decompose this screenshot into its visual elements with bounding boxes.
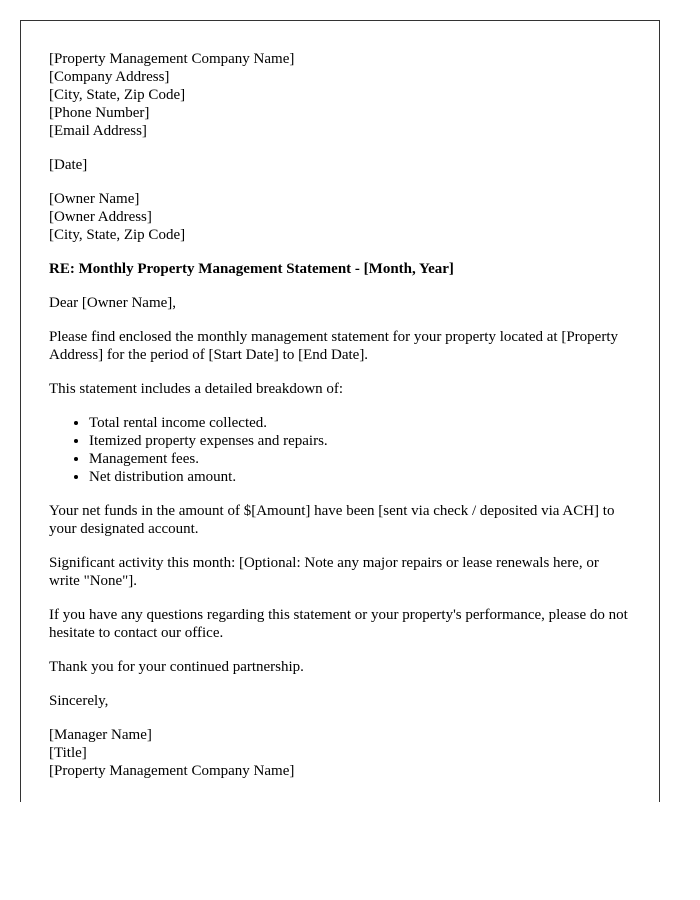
sender-block bbox=[49, 50, 631, 140]
recipient-address: [Owner Address] bbox=[49, 209, 152, 225]
sender-email: [Email Address] bbox=[49, 123, 147, 139]
recipient-block bbox=[49, 190, 631, 244]
letter-page bbox=[20, 20, 660, 802]
sender-city: [City, State, Zip Code] bbox=[49, 87, 186, 103]
list-item: • Itemized property expenses and repairs. bbox=[89, 432, 631, 450]
list-item: • Total rental income collected. bbox=[89, 414, 631, 432]
body-paragraph-6: Thank you for your continued partnership. bbox=[49, 659, 304, 675]
list-item: • Management fees. bbox=[89, 450, 631, 468]
body-paragraph-1: Please find enclosed the monthly management statement for your property located at [Property Address] for the period of [Start Date] to [End Date]. bbox=[49, 329, 618, 363]
body-paragraph-3: Your net funds in the amount of $[Amount] have been [sent via check / deposited via ACH] to your designated account. bbox=[49, 503, 615, 537]
recipient-city: [City, State, Zip Code] bbox=[49, 227, 186, 243]
signature-company: [Property Management Company Name] bbox=[49, 763, 295, 779]
signature-block bbox=[49, 726, 631, 780]
sender-company: [Property Management Company Name] bbox=[49, 51, 295, 67]
list-item: • Net distribution amount. bbox=[89, 468, 631, 486]
subject-line: RE: Monthly Property Management Statement - [Month, Year] bbox=[49, 261, 454, 277]
sender-address: [Company Address] bbox=[49, 69, 170, 85]
letter-date: [Date] bbox=[49, 157, 88, 173]
body-paragraph-5: If you have any questions regarding this statement or your property's performance, please do not hesitate to contact our office. bbox=[49, 607, 628, 641]
sender-phone: [Phone Number] bbox=[49, 105, 150, 121]
closing: Sincerely, bbox=[49, 693, 109, 709]
manager-title: [Title] bbox=[49, 745, 87, 761]
body-paragraph-2: This statement includes a detailed breakdown of: bbox=[49, 381, 344, 397]
manager-name: [Manager Name] bbox=[49, 727, 152, 743]
recipient-name: [Owner Name] bbox=[49, 191, 140, 207]
salutation: Dear [Owner Name], bbox=[49, 295, 177, 311]
breakdown-list bbox=[49, 414, 631, 486]
body-paragraph-4: Significant activity this month: [Optional: Note any major repairs or lease renewals here, or write "None"]. bbox=[49, 555, 599, 589]
